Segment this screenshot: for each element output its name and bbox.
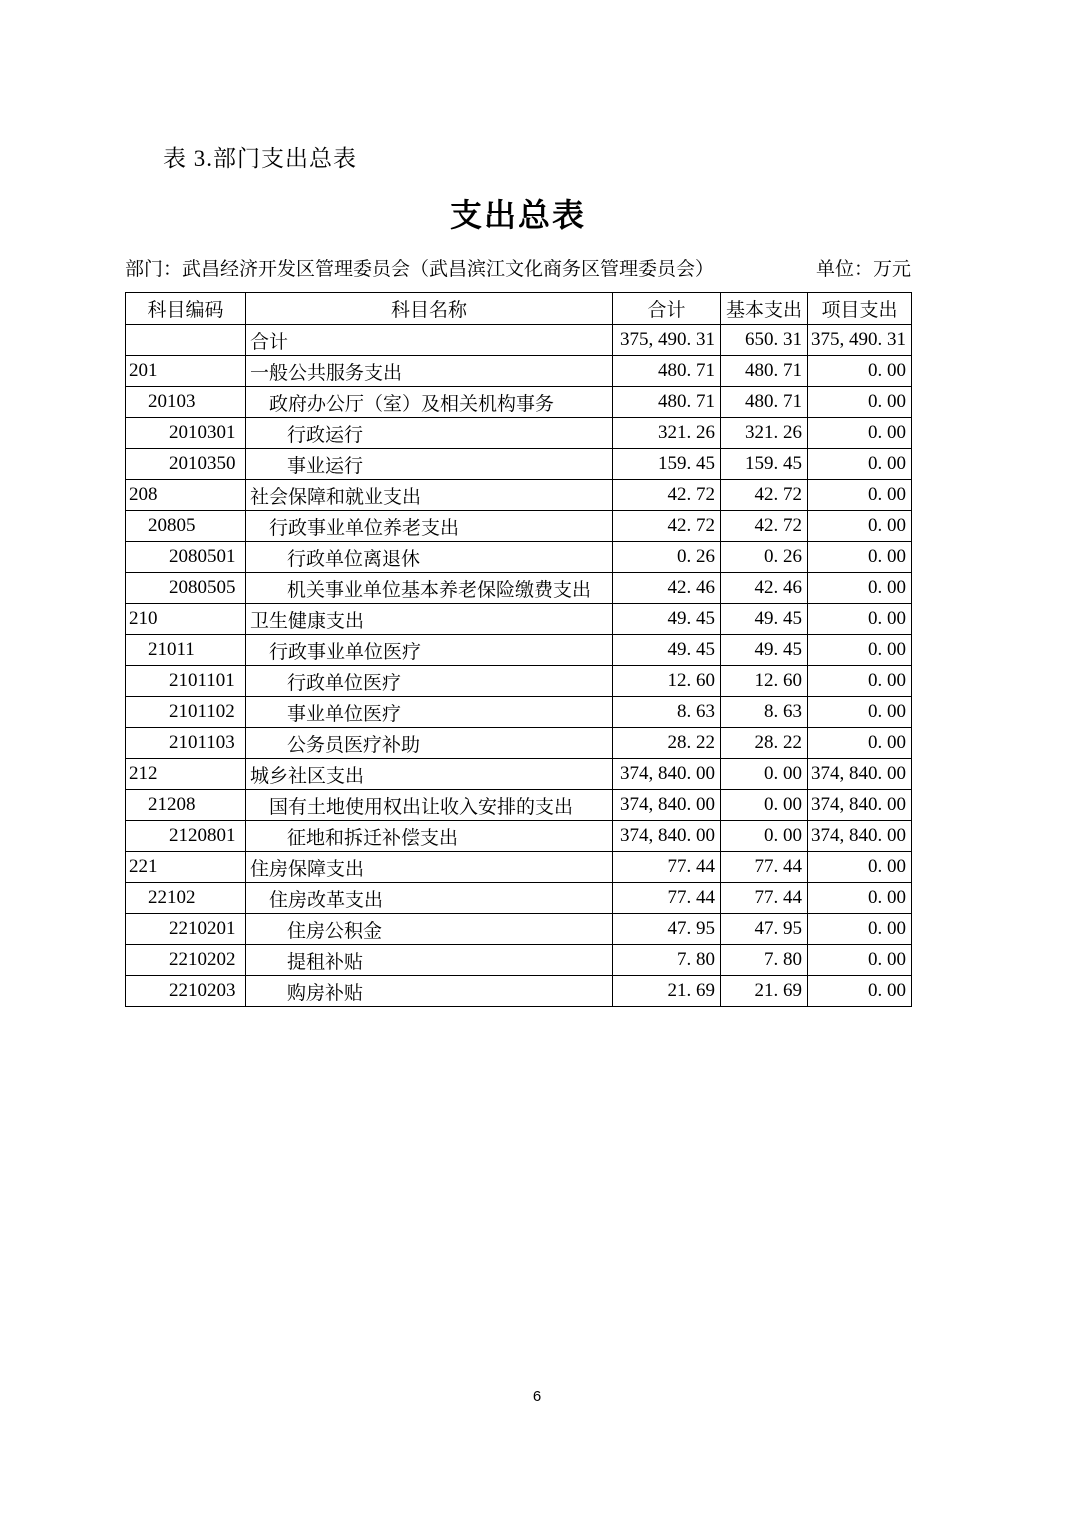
project-cell: 375, 490. 31 xyxy=(808,325,912,356)
code-cell: 221 xyxy=(126,852,246,883)
name-cell: 行政运行 xyxy=(246,418,613,449)
project-cell: 0. 00 xyxy=(808,480,912,511)
name-cell: 住房公积金 xyxy=(246,914,613,945)
code-cell: 2210203 xyxy=(126,976,246,1007)
code-cell: 2080501 xyxy=(126,542,246,573)
project-cell: 374, 840. 00 xyxy=(808,821,912,852)
table-row xyxy=(126,325,912,356)
department-label: 部门：武昌经济开发区管理委员会（武昌滨江文化商务区管理委员会） xyxy=(125,259,715,280)
code-cell xyxy=(126,325,246,356)
code-cell: 2010350 xyxy=(126,449,246,480)
project-cell: 0. 00 xyxy=(808,418,912,449)
code-cell: 2101102 xyxy=(126,697,246,728)
code-cell: 20103 xyxy=(126,387,246,418)
total-cell: 77. 44 xyxy=(613,883,721,914)
basic-cell: 49. 45 xyxy=(721,604,808,635)
code-cell: 2210202 xyxy=(126,945,246,976)
table-row xyxy=(126,542,912,573)
col-header-total: 合计 xyxy=(613,293,721,325)
project-cell: 0. 00 xyxy=(808,511,912,542)
code-cell: 201 xyxy=(126,356,246,387)
project-cell: 0. 00 xyxy=(808,852,912,883)
total-cell: 42. 72 xyxy=(613,511,721,542)
name-cell: 国有土地使用权出让收入安排的支出 xyxy=(246,790,613,821)
total-cell: 42. 46 xyxy=(613,573,721,604)
total-cell: 374, 840. 00 xyxy=(613,759,721,790)
code-cell: 2120801 xyxy=(126,821,246,852)
basic-cell: 159. 45 xyxy=(721,449,808,480)
code-cell: 20805 xyxy=(126,511,246,542)
total-cell: 21. 69 xyxy=(613,976,721,1007)
name-cell: 行政事业单位医疗 xyxy=(246,635,613,666)
name-cell: 政府办公厅（室）及相关机构事务 xyxy=(246,387,613,418)
basic-cell: 28. 22 xyxy=(721,728,808,759)
meta-row xyxy=(125,254,911,281)
page-number: 6 xyxy=(532,1388,542,1405)
total-cell: 374, 840. 00 xyxy=(613,821,721,852)
project-cell: 0. 00 xyxy=(808,697,912,728)
unit-label: 单位：万元 xyxy=(815,259,911,280)
total-cell: 480. 71 xyxy=(613,356,721,387)
col-header-project: 项目支出 xyxy=(808,293,912,325)
name-cell: 购房补贴 xyxy=(246,976,613,1007)
project-cell: 0. 00 xyxy=(808,728,912,759)
total-cell: 8. 63 xyxy=(613,697,721,728)
table-row xyxy=(126,604,912,635)
basic-cell: 0. 26 xyxy=(721,542,808,573)
name-cell: 征地和拆迁补偿支出 xyxy=(246,821,613,852)
table-row xyxy=(126,635,912,666)
table-row xyxy=(126,945,912,976)
basic-cell: 480. 71 xyxy=(721,387,808,418)
table-row xyxy=(126,449,912,480)
code-cell: 2101103 xyxy=(126,728,246,759)
name-cell: 行政单位医疗 xyxy=(246,666,613,697)
total-cell: 77. 44 xyxy=(613,852,721,883)
basic-cell: 8. 63 xyxy=(721,697,808,728)
total-cell: 28. 22 xyxy=(613,728,721,759)
total-cell: 42. 72 xyxy=(613,480,721,511)
table-row xyxy=(126,883,912,914)
code-cell: 208 xyxy=(126,480,246,511)
basic-cell: 77. 44 xyxy=(721,883,808,914)
basic-cell: 480. 71 xyxy=(721,356,808,387)
code-cell: 21208 xyxy=(126,790,246,821)
total-cell: 374, 840. 00 xyxy=(613,790,721,821)
code-cell: 22102 xyxy=(126,883,246,914)
basic-cell: 650. 31 xyxy=(721,325,808,356)
basic-cell: 77. 44 xyxy=(721,852,808,883)
project-cell: 0. 00 xyxy=(808,356,912,387)
total-cell: 480. 71 xyxy=(613,387,721,418)
name-cell: 卫生健康支出 xyxy=(246,604,613,635)
name-cell: 社会保障和就业支出 xyxy=(246,480,613,511)
table-label: 表 3.部门支出总表 xyxy=(163,146,357,171)
project-cell: 0. 00 xyxy=(808,542,912,573)
expenditure-table xyxy=(125,292,912,1007)
code-cell: 2010301 xyxy=(126,418,246,449)
table-row xyxy=(126,914,912,945)
table-row xyxy=(126,852,912,883)
basic-cell: 42. 46 xyxy=(721,573,808,604)
total-cell: 7. 80 xyxy=(613,945,721,976)
table-row xyxy=(126,573,912,604)
code-cell: 2210201 xyxy=(126,914,246,945)
page-title: 支出总表 xyxy=(449,197,586,233)
table-row xyxy=(126,356,912,387)
project-cell: 0. 00 xyxy=(808,635,912,666)
col-header-basic: 基本支出 xyxy=(721,293,808,325)
project-cell: 374, 840. 00 xyxy=(808,790,912,821)
total-cell: 0. 26 xyxy=(613,542,721,573)
basic-cell: 0. 00 xyxy=(721,821,808,852)
project-cell: 0. 00 xyxy=(808,945,912,976)
table-row xyxy=(126,511,912,542)
table-row xyxy=(126,697,912,728)
code-cell: 2101101 xyxy=(126,666,246,697)
total-cell: 375, 490. 31 xyxy=(613,325,721,356)
table-body xyxy=(126,325,912,1007)
total-cell: 12. 60 xyxy=(613,666,721,697)
basic-cell: 321. 26 xyxy=(721,418,808,449)
name-cell: 住房保障支出 xyxy=(246,852,613,883)
table-row xyxy=(126,480,912,511)
table-row xyxy=(126,728,912,759)
basic-cell: 49. 45 xyxy=(721,635,808,666)
basic-cell: 0. 00 xyxy=(721,790,808,821)
project-cell: 0. 00 xyxy=(808,914,912,945)
code-cell: 2080505 xyxy=(126,573,246,604)
name-cell: 事业单位医疗 xyxy=(246,697,613,728)
name-cell: 机关事业单位基本养老保险缴费支出 xyxy=(246,573,613,604)
name-cell: 行政事业单位养老支出 xyxy=(246,511,613,542)
name-cell: 事业运行 xyxy=(246,449,613,480)
table-header-row xyxy=(126,293,912,325)
project-cell: 0. 00 xyxy=(808,976,912,1007)
table-row xyxy=(126,790,912,821)
total-cell: 47. 95 xyxy=(613,914,721,945)
total-cell: 321. 26 xyxy=(613,418,721,449)
table-row xyxy=(126,976,912,1007)
name-cell: 合计 xyxy=(246,325,613,356)
project-cell: 374, 840. 00 xyxy=(808,759,912,790)
name-cell: 一般公共服务支出 xyxy=(246,356,613,387)
project-cell: 0. 00 xyxy=(808,883,912,914)
project-cell: 0. 00 xyxy=(808,666,912,697)
project-cell: 0. 00 xyxy=(808,604,912,635)
table-row xyxy=(126,387,912,418)
basic-cell: 7. 80 xyxy=(721,945,808,976)
basic-cell: 47. 95 xyxy=(721,914,808,945)
table-row xyxy=(126,821,912,852)
code-cell: 212 xyxy=(126,759,246,790)
basic-cell: 42. 72 xyxy=(721,480,808,511)
code-cell: 210 xyxy=(126,604,246,635)
total-cell: 49. 45 xyxy=(613,635,721,666)
name-cell: 提租补贴 xyxy=(246,945,613,976)
project-cell: 0. 00 xyxy=(808,449,912,480)
col-header-code: 科目编码 xyxy=(126,293,246,325)
col-header-name: 科目名称 xyxy=(246,293,613,325)
table-row xyxy=(126,418,912,449)
table-row xyxy=(126,759,912,790)
name-cell: 公务员医疗补助 xyxy=(246,728,613,759)
name-cell: 住房改革支出 xyxy=(246,883,613,914)
table-row xyxy=(126,666,912,697)
basic-cell: 21. 69 xyxy=(721,976,808,1007)
project-cell: 0. 00 xyxy=(808,573,912,604)
code-cell: 21011 xyxy=(126,635,246,666)
name-cell: 城乡社区支出 xyxy=(246,759,613,790)
basic-cell: 42. 72 xyxy=(721,511,808,542)
total-cell: 159. 45 xyxy=(613,449,721,480)
total-cell: 49. 45 xyxy=(613,604,721,635)
basic-cell: 0. 00 xyxy=(721,759,808,790)
project-cell: 0. 00 xyxy=(808,387,912,418)
name-cell: 行政单位离退休 xyxy=(246,542,613,573)
basic-cell: 12. 60 xyxy=(721,666,808,697)
